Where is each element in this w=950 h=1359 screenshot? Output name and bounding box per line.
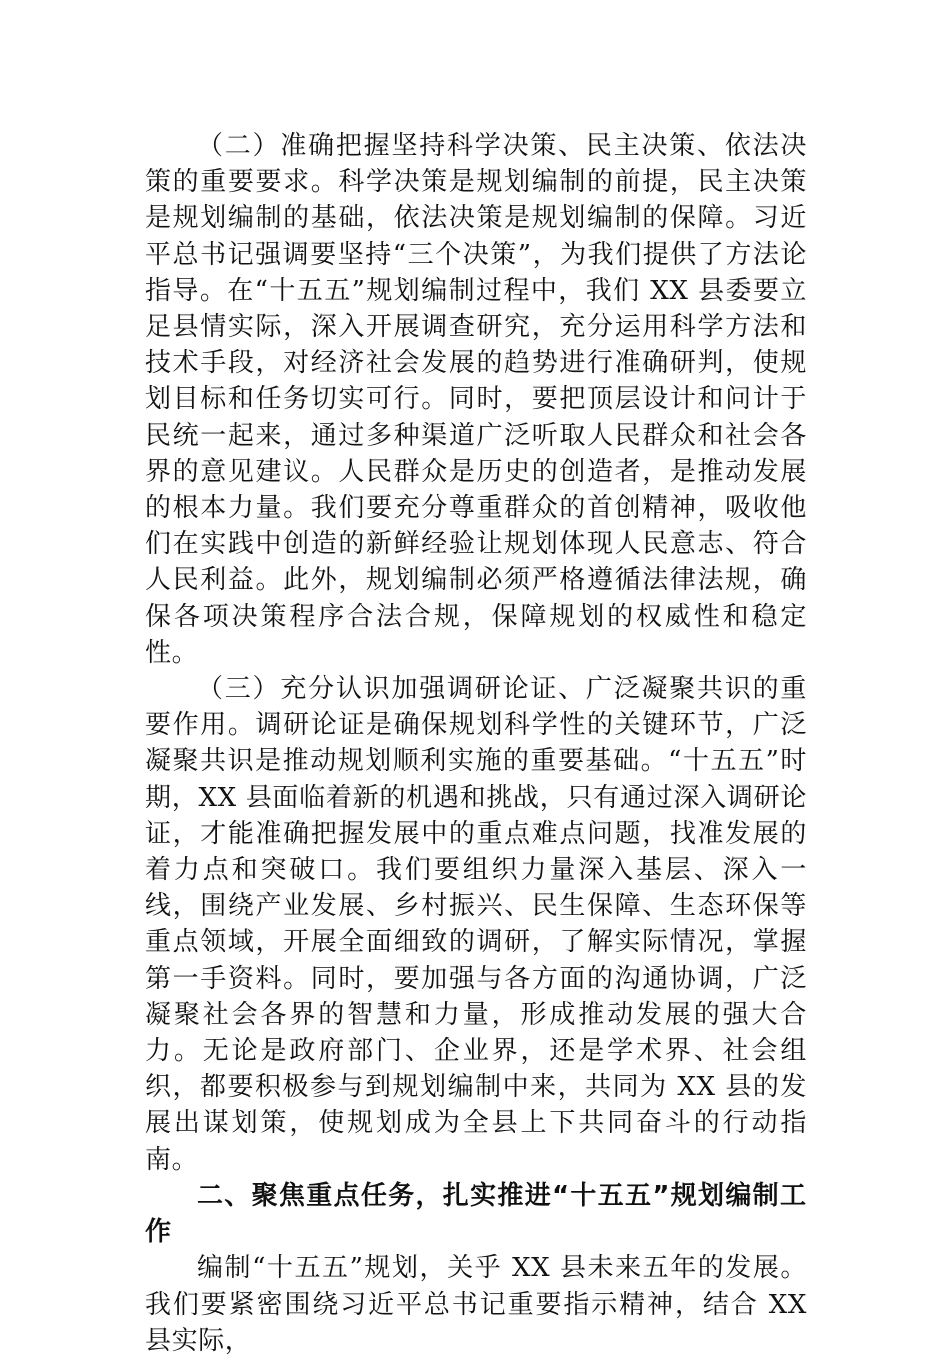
paragraph-intro: 编制“十五五”规划，关乎 XX 县未来五年的发展。我们要紧密围绕习近平总书记重要指示精神，结合 XX 县实际，: [145, 1253, 807, 1356]
document-body: [145, 128, 807, 1359]
section-heading: 二、聚焦重点任务，扎实推进“十五五”规划编制工作: [145, 1180, 807, 1248]
paragraph-section-2-3: （三）充分认识加强调研论证、广泛凝聚共识的重要作用。调研论证是确保规划科学性的关键环节，广泛凝聚共识是推动规划顺利实施的重要基础。“十五五”时期，XX 县面临着新的机遇和挑战，只有通过深入调研论证，才能准确把握发展中的重点难点问题，找准发展的着力点和突破口。我们要组织力量深入基层、深入一线，围绕产业发展、乡村振兴、民生保障、生态环保等重点领域，开展全面细致的调研，了解实际情况，掌握第一手资料。同时，要加强与各方面的沟通协调，广泛凝聚社会各界的智慧和力量，形成推动发展的强大合力。无论是政府部门、企业界，还是学术界、社会组织，都要积极参与到规划编制中来，共同为 XX 县的发展出谋划策，使规划成为全县上下共同奋斗的行动指南。: [145, 674, 807, 1175]
paragraph-section-2-2: （二）准确把握坚持科学决策、民主决策、依法决策的重要要求。科学决策是规划编制的前提，民主决策是规划编制的基础，依法决策是规划编制的保障。习近平总书记强调要坚持“三个决策”，为我们提供了方法论指导。在“十五五”规划编制过程中，我们 XX 县委要立足县情实际，深入开展调查研究，充分运用科学方法和技术手段，对经济社会发展的趋势进行准确研判，使规划目标和任务切实可行。同时，要把顶层设计和问计于民统一起来，通过多种渠道广泛听取人民群众和社会各界的意见建议。人民群众是历史的创造者，是推动发展的根本力量。我们要充分尊重群众的首创精神，吸收他们在实践中创造的新鲜经验让规划体现人民意志、符合人民利益。此外，规划编制必须严格遵循法律法规，确保各项决策程序合法合规，保障规划的权威性和稳定性。: [145, 131, 807, 668]
